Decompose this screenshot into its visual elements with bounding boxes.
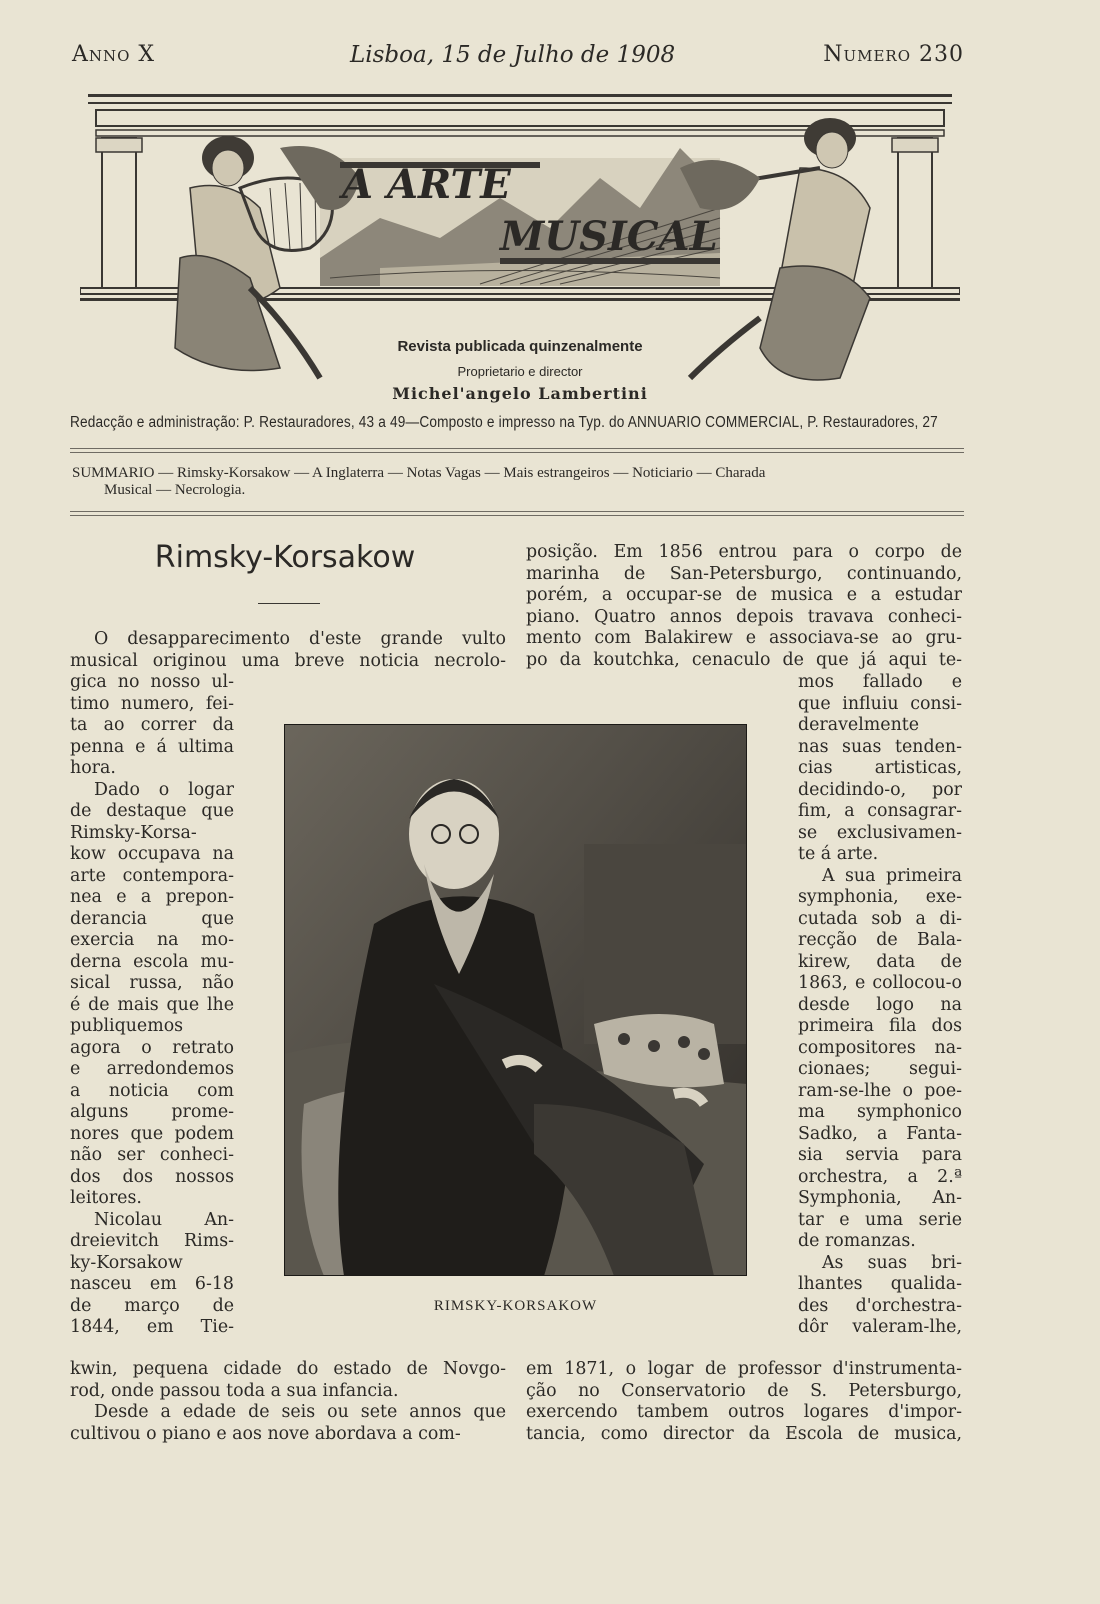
volume-label: Anno X [72, 42, 156, 67]
text-line: piano. Quatro annos depois travava conheci- [526, 606, 962, 627]
text-line: marinha de San-Petersburgo, continuando, [526, 563, 962, 584]
text-line: se exclusivamen- [798, 822, 962, 843]
text-line: des d'orchestra- [798, 1295, 962, 1316]
text-line: nas suas tenden- [798, 736, 962, 757]
title-rule [258, 603, 320, 604]
text-line: mento com Balakirew e associava-se ao gru- [526, 628, 962, 648]
text-line: Nicolau An- [94, 1209, 234, 1230]
text-line: ção no Conservatorio de S. Petersburgo, [526, 1380, 962, 1401]
administration-line: Redacção e administração: P. Restauradores, 43 a 49—Composto e impresso na Typ. do ANNUARIO COMMERCIAL, P. Restauradores, 27 [70, 414, 938, 431]
text-line: As suas bri- [822, 1252, 962, 1273]
right-column-bottom [526, 1359, 962, 1445]
left-column-narrow [70, 672, 234, 1339]
text-line: desde logo na [798, 994, 962, 1015]
text-line: musical originou uma breve noticia necrolo- [70, 650, 506, 671]
text-line: e arredondemos [70, 1059, 234, 1079]
text-line: não ser conheci- [70, 1145, 234, 1165]
text-line: é de mais que lhe [70, 994, 234, 1015]
text-line: cias artisticas, [798, 758, 962, 778]
text-line: nea e a prepon- [70, 887, 234, 907]
masthead-title-line1: A ARTE [342, 161, 511, 208]
text-line: publiquemos [70, 1016, 184, 1036]
place-date: Lisboa, 15 de Julho de 1908 [350, 42, 676, 68]
text-line: Symphonia, An- [798, 1188, 962, 1208]
right-column-top [526, 542, 962, 671]
left-column-top [70, 629, 506, 672]
text-line: kirew, data de [798, 951, 962, 972]
text-line: rod, onde passou toda a sua infancia. [70, 1380, 399, 1401]
text-line: cutada sob a di- [798, 908, 962, 929]
text-line: kow occupava na [70, 844, 234, 864]
text-line: ta ao correr da [70, 715, 234, 735]
text-line: 1863, e collocou-o [798, 973, 962, 993]
text-line: symphonia, exe- [798, 887, 962, 907]
proprietor-name: Michel'angelo Lambertini [392, 384, 648, 403]
text-line: decidindo-o, por [798, 779, 962, 800]
text-line: dreievitch Rims- [70, 1231, 234, 1251]
text-line: orchestra, a 2.ª [798, 1166, 962, 1187]
text-line: dos dos nossos [70, 1166, 234, 1187]
text-line: exercia na mo- [70, 930, 234, 950]
proprietor-label: Proprietario e director [457, 364, 583, 379]
text-line: Rimsky-Korsa- [70, 822, 197, 843]
text-line: nasceu em 6-18 [70, 1274, 234, 1294]
masthead [80, 88, 960, 408]
issue-header [72, 42, 964, 76]
text-line: derna escola mu- [70, 951, 234, 972]
text-line: a noticia com [70, 1080, 234, 1101]
text-line: hora. [70, 758, 116, 778]
portrait-caption: RIMSKY-KORSAKOW [433, 1298, 598, 1314]
text-line: primeira fila dos [798, 1016, 962, 1036]
text-line: alguns prome- [70, 1102, 234, 1122]
masthead-subtitle: Revista publicada quinzenalmente [397, 338, 643, 355]
text-line: dôr valeram-lhe, [798, 1317, 962, 1337]
text-line: gica no nosso ul- [70, 672, 234, 692]
text-line: cultivou o piano e aos nove abordava a com- [70, 1423, 461, 1444]
text-line: tar e uma serie [798, 1209, 962, 1230]
text-line: mos fallado e [798, 672, 962, 692]
summary-line-2: Musical — Necrologia. [104, 482, 246, 498]
text-line: porém, a occupar-se de musica e a estudar [526, 585, 962, 605]
text-line: deravelmente [798, 715, 920, 735]
issue-number: Numero 230 [823, 42, 964, 67]
rule-bottom-2 [70, 515, 964, 516]
rule-top-2 [70, 452, 964, 453]
left-column-bottom [70, 1359, 506, 1445]
masthead-title-line2: MUSICAL [500, 213, 718, 260]
text-line: Dado o logar [94, 779, 234, 800]
text-line: penna e á ultima [70, 736, 234, 757]
text-line: te á arte. [798, 844, 879, 864]
text-line: cionaes; segui- [798, 1059, 962, 1079]
text-line: recção de Bala- [798, 930, 962, 950]
text-line: timo numero, fei- [70, 693, 234, 714]
text-line: ma symphonico [798, 1102, 962, 1122]
text-line: derancia que [70, 908, 234, 929]
text-line: de destaque que [70, 801, 234, 821]
text-line: exercendo tambem outros logares d'impor- [526, 1402, 962, 1422]
text-line: po da koutchka, cenaculo de que já aqui te- [526, 649, 962, 670]
portrait-image [284, 724, 747, 1276]
text-line: em 1871, o logar de professor d'instrumenta- [526, 1359, 962, 1379]
text-line: posição. Em 1856 entrou para o corpo de [526, 542, 962, 562]
article-title: Rimsky-Korsakow [154, 540, 416, 575]
text-line: nores que podem [70, 1123, 234, 1144]
text-line: fim, a consagrar- [798, 801, 962, 821]
summary-line-1: SUMMARIO — Rimsky-Korsakow — A Inglaterra — Notas Vagas — Mais estrangeiros — Noticiario — Charada [72, 465, 766, 481]
text-line: de romanzas. [798, 1231, 916, 1251]
text-line: O desapparecimento d'este grande vulto [94, 629, 506, 649]
text-line: Sadko, a Fanta- [798, 1123, 962, 1144]
text-line: lhantes qualida- [798, 1274, 962, 1294]
text-line: Desde a edade de seis ou sete annos que [94, 1402, 506, 1422]
text-line: ram-se-lhe o poe- [798, 1080, 962, 1101]
text-line: kwin, pequena cidade do estado de Novgo- [70, 1359, 506, 1379]
text-line: ky-Korsakow [70, 1252, 183, 1273]
masthead-illustration [80, 88, 960, 408]
text-line: sia servia para [798, 1145, 962, 1165]
text-line: que influiu consi- [798, 693, 962, 714]
text-line: de março de [70, 1295, 234, 1316]
text-line: A sua primeira [822, 865, 962, 886]
rule-bottom-1 [70, 511, 964, 512]
text-line: leitores. [70, 1188, 142, 1208]
text-line: tancia, como director da Escola de musica, [526, 1423, 962, 1444]
text-line: agora o retrato [70, 1037, 234, 1058]
text-line: 1844, em Tie- [70, 1317, 234, 1337]
rule-top-1 [70, 448, 964, 449]
right-column-narrow [798, 672, 962, 1339]
portrait-photo [284, 724, 747, 1276]
text-line: sical russa, não [70, 973, 234, 993]
text-line: arte contempora- [70, 865, 234, 886]
summary [72, 465, 962, 499]
text-line: compositores na- [798, 1037, 962, 1058]
